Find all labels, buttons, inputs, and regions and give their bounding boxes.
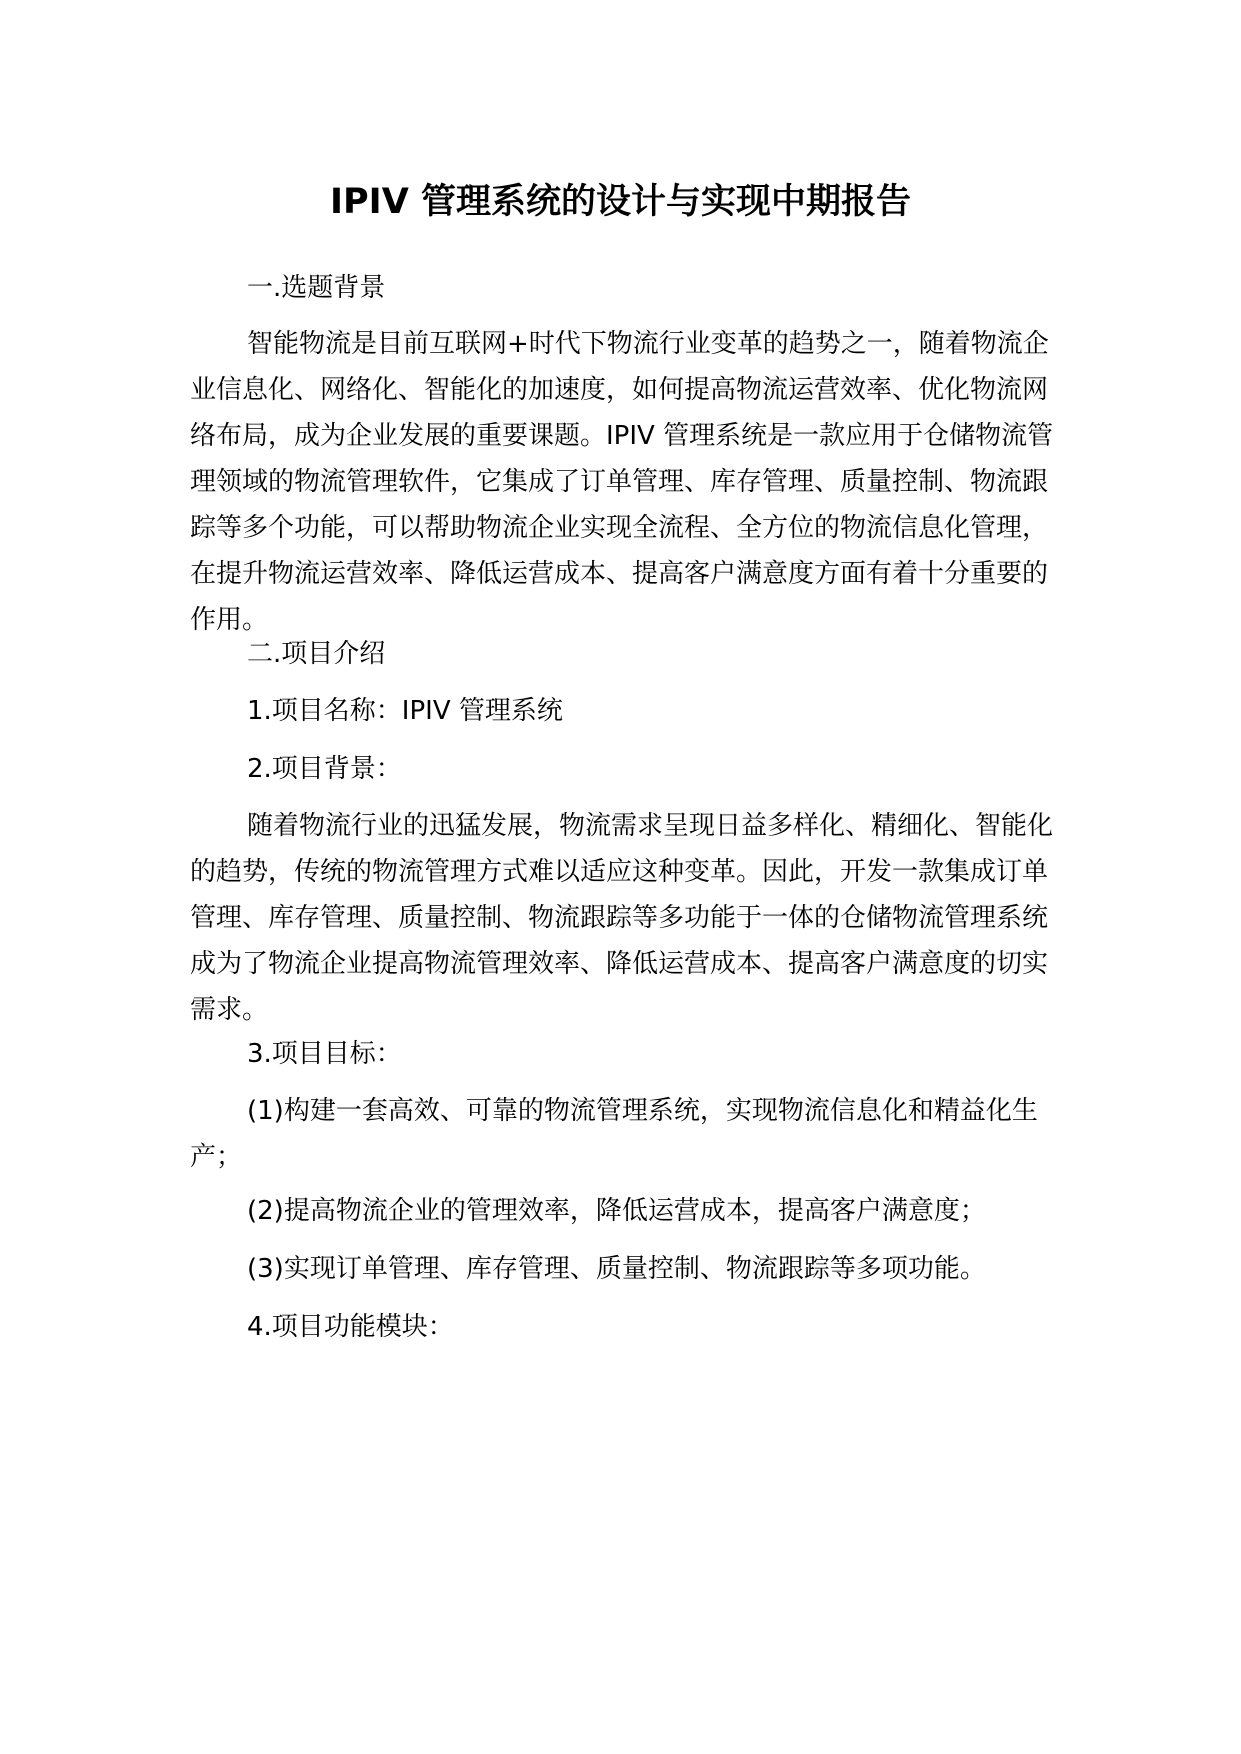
item-project-name: 1.项目名称：IPIV 管理系统 [247, 696, 563, 726]
heading-topic-background: 一.选题背景 [247, 273, 386, 303]
item-function-modules-label: 4.项目功能模块： [247, 1312, 454, 1342]
item-project-goals-label: 3.项目目标： [247, 1039, 402, 1069]
goal-item-2: (2)提高物流企业的管理效率，降低运营成本，提高客户满意度； [247, 1196, 986, 1226]
item-project-background-label: 2.项目背景： [247, 754, 402, 784]
document-title: IPIV 管理系统的设计与实现中期报告 [330, 182, 911, 222]
goal-item-3: (3)实现订单管理、库存管理、质量控制、物流跟踪等多项功能。 [247, 1254, 986, 1284]
goal-item-1: (1)构建一套高效、可靠的物流管理系统，实现物流信息化和精益化生产； [190, 1096, 1038, 1172]
heading-project-intro: 二.项目介绍 [247, 639, 386, 669]
paragraph-topic-background: 智能物流是目前互联网+时代下物流行业变革的趋势之一，随着物流企业信息化、网络化、智能化的加速度，如何提高物流运营效率、优化物流网络布局，成为企业发展的重要课题。IPIV 管理系统是一款应用于仓储物流管理领域的物流管理软件，它集成了订单管理、库存管理、质量控制、物流跟踪等多个功能，可以帮助物流企业实现全流程、全方位的物流信息化管理，在提升物流运营效率、降低运营成本、提高客户满意度方面有着十分重要的作用。 [190, 329, 1054, 635]
paragraph-project-background: 随着物流行业的迅猛发展，物流需求呈现日益多样化、精细化、智能化的趋势，传统的物流管理方式难以适应这种变革。因此，开发一款集成订单管理、库存管理、质量控制、物流跟踪等多功能于一体的仓储物流管理系统成为了物流企业提高物流管理效率、降低运营成本、提高客户满意度的切实需求。 [190, 811, 1054, 1025]
